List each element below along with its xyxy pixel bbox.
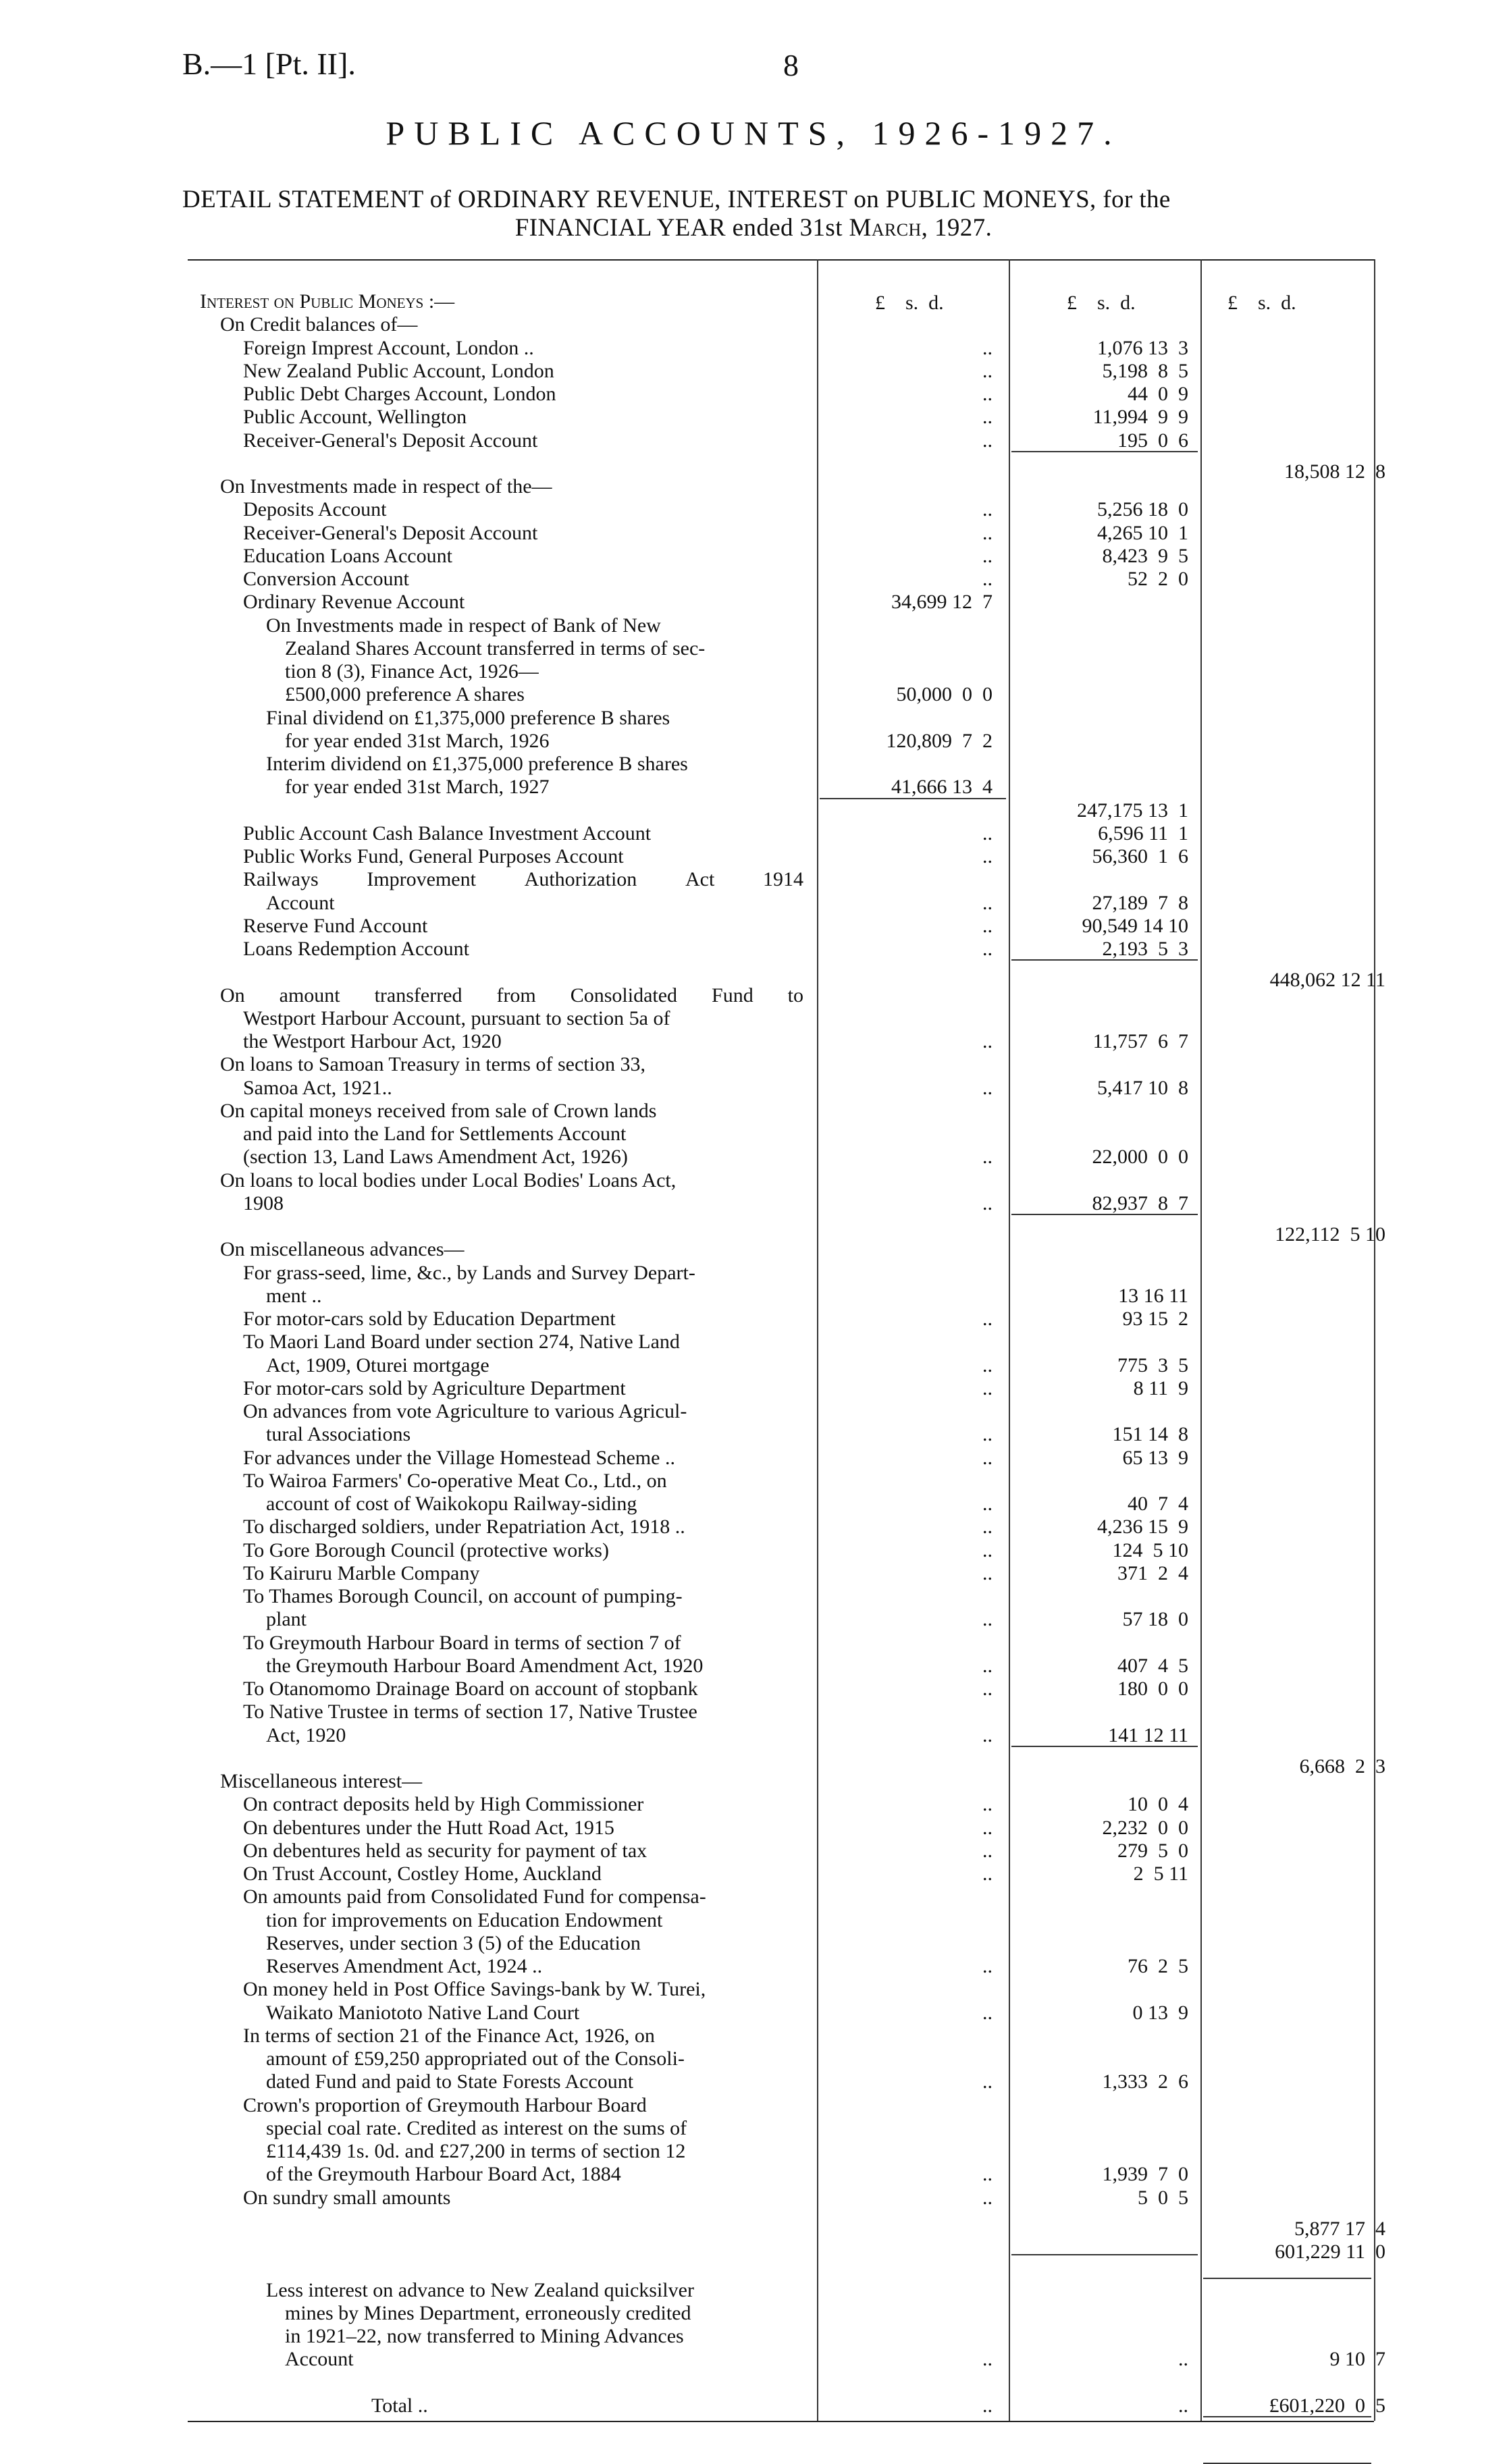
- statement-row: [0, 1817, 1507, 1840]
- amount-c2: 40 7 4: [1128, 1493, 1188, 1515]
- amount-c1: ..: [982, 337, 993, 359]
- amount-c1: ..: [982, 1863, 993, 1885]
- statement-row: [0, 429, 1507, 452]
- amount-c2: 2,232 0 0: [1102, 1817, 1188, 1839]
- statement-row: [0, 2070, 1507, 2093]
- row-label: Loans Redemption Account: [243, 938, 469, 960]
- statement-row: [0, 1262, 1507, 1285]
- row-label: On amount transferred from Consolidated Fund to: [220, 984, 803, 1007]
- row-label: £500,000 preference A shares: [285, 683, 525, 705]
- row-label: Waikato Maniototo Native Land Court: [266, 2002, 580, 2024]
- amount-c1: ..: [982, 1793, 993, 1815]
- statement-row: [0, 938, 1507, 961]
- statement-row: [0, 1863, 1507, 1885]
- row-label: For motor-cars sold by Education Department: [243, 1308, 616, 1330]
- row-label: On Trust Account, Costley Home, Auckland: [243, 1863, 602, 1885]
- statement-row: [0, 568, 1507, 591]
- row-label: mines by Mines Department, erroneously credited: [285, 2302, 691, 2324]
- statement-row: [0, 1955, 1507, 1978]
- amount-c1: 34,699 12 7: [891, 591, 993, 613]
- statement-row: [0, 383, 1507, 406]
- statement-row: [0, 522, 1507, 545]
- total-amount: 9 10 7: [1329, 2348, 1385, 2370]
- row-label: On debentures under the Hutt Road Act, 1915: [243, 1817, 614, 1839]
- row-label: Less interest on advance to New Zealand quicksilver: [266, 2279, 694, 2301]
- row-label: On amounts paid from Consolidated Fund for compensa-: [243, 1885, 706, 1908]
- row-label: On sundry small amounts: [243, 2187, 451, 2209]
- row-label: To Kairuru Marble Company: [243, 1562, 480, 1584]
- statement-row: [0, 2372, 1507, 2394]
- statement-row: [0, 2117, 1507, 2140]
- document-reference: B.—1 [Pt. II].: [182, 47, 356, 81]
- statement-row: [0, 1285, 1507, 1308]
- statement-row: [0, 1608, 1507, 1631]
- amount-c2: 1,939 7 0: [1102, 2163, 1188, 2185]
- statement-row: [0, 406, 1507, 429]
- amount-c2: 1,076 13 3: [1097, 337, 1188, 359]
- statement-row: [0, 313, 1507, 336]
- amount-c2: 4,236 15 9: [1097, 1516, 1188, 1538]
- amount-c1: ..: [982, 1192, 993, 1214]
- subtitle-post: , 1927.: [921, 214, 993, 242]
- amount-c1: ..: [982, 2002, 993, 2024]
- amount-c1: ..: [982, 429, 993, 452]
- statement-row: [0, 1146, 1507, 1169]
- row-label: for year ended 31st March, 1927: [285, 776, 550, 798]
- amount-c1: ..: [982, 822, 993, 845]
- statement-row: [0, 1123, 1507, 1146]
- row-label: To Maori Land Board under section 274, Native Land: [243, 1331, 680, 1353]
- amount-c2: 56,360 1 6: [1092, 845, 1188, 867]
- amount-c1: ..: [982, 2163, 993, 2185]
- amount-c1: ..: [982, 2070, 993, 2093]
- amount-c2: 2 5 11: [1133, 1863, 1188, 1885]
- total-amount: 601,229 11 0: [1275, 2241, 1385, 2263]
- row-label: Act, 1920: [266, 1724, 346, 1746]
- subtotal-rule: [1011, 2254, 1198, 2255]
- col1-heading: £ s. d.: [875, 292, 944, 314]
- statement-row: [0, 2325, 1507, 2348]
- total-amount: 5,877 17 4: [1294, 2218, 1385, 2240]
- row-label: For grass-seed, lime, &c., by Lands and Survey Depart-: [243, 1262, 695, 1284]
- statement-row: [0, 2302, 1507, 2325]
- row-label: In terms of section 21 of the Finance Act, 1926, on: [243, 2025, 655, 2047]
- statement-row: [0, 1030, 1507, 1053]
- statement-row: [0, 799, 1507, 822]
- amount-c1: 120,809 7 2: [886, 730, 993, 752]
- page-number: 8: [783, 48, 799, 82]
- statement-row: [0, 1377, 1507, 1400]
- amount-c1: ..: [982, 1423, 993, 1445]
- statement-row: [0, 1331, 1507, 1354]
- amount-c1: ..: [982, 1447, 993, 1469]
- row-label: Public Works Fund, General Purposes Account: [243, 845, 624, 867]
- amount-c2: ..: [1178, 2348, 1188, 2370]
- statement-row: [0, 545, 1507, 568]
- row-label: Public Account Cash Balance Investment Account: [243, 822, 652, 845]
- page-title: PUBLIC ACCOUNTS, 1926-1927.: [386, 114, 1121, 152]
- row-label: On advances from vote Agriculture to various Agricul-: [243, 1400, 687, 1422]
- statement-row: [0, 498, 1507, 521]
- statement-row: [0, 1053, 1507, 1076]
- statement-row: [0, 360, 1507, 383]
- statement-row: [0, 730, 1507, 753]
- amount-c2: 5,417 10 8: [1097, 1077, 1188, 1099]
- statement-row: [0, 290, 1507, 313]
- statement-row: [0, 1192, 1507, 1215]
- amount-c1: ..: [982, 1030, 993, 1052]
- amount-c1: ..: [982, 1516, 993, 1538]
- amount-c1: ..: [982, 938, 993, 960]
- statement-row: [0, 1655, 1507, 1678]
- statement-row: [0, 2002, 1507, 2025]
- amount-c1: ..: [982, 1562, 993, 1584]
- row-label: To Wairoa Farmers' Co-operative Meat Co., Ltd., on: [243, 1470, 667, 1492]
- statement-row: [0, 614, 1507, 637]
- statement-row: [0, 1215, 1507, 1246]
- statement-row: [0, 984, 1507, 1007]
- amount-c2: 775 3 5: [1117, 1354, 1188, 1376]
- row-label: (section 13, Land Laws Amendment Act, 1926): [243, 1146, 628, 1168]
- row-label: of the Greymouth Harbour Board Act, 1884: [266, 2163, 621, 2185]
- subtotal-rule: [1011, 451, 1198, 452]
- amount-c2: 27,189 7 8: [1092, 892, 1188, 914]
- statement-row: [0, 1585, 1507, 1608]
- statement-row: [0, 1470, 1507, 1493]
- statement-row: [0, 2094, 1507, 2117]
- statement-row: [0, 637, 1507, 660]
- amount-c2: 0 13 9: [1132, 2002, 1188, 2024]
- amount-c1: ..: [982, 383, 993, 405]
- row-label: Deposits Account: [243, 498, 387, 520]
- amount-c1: ..: [982, 1678, 993, 1700]
- statement-row: [0, 1909, 1507, 1932]
- statement-row: [0, 1354, 1507, 1377]
- amount-c1: ..: [982, 1146, 993, 1168]
- row-label: tion for improvements on Education Endowment: [266, 1909, 663, 1931]
- amount-c1: ..: [982, 1840, 993, 1862]
- row-label: On capital moneys received from sale of Crown lands: [220, 1100, 657, 1122]
- row-label: and paid into the Land for Settlements Account: [243, 1123, 627, 1145]
- subtitle-month: March: [849, 214, 922, 242]
- amount-c1: ..: [982, 1308, 993, 1330]
- row-label: Crown's proportion of Greymouth Harbour Board: [243, 2094, 647, 2116]
- row-label: Ordinary Revenue Account: [243, 591, 465, 613]
- amount-c2: 76 2 5: [1128, 1955, 1188, 1977]
- row-label: £114,439 1s. 0d. and £27,200 in terms of section 12: [266, 2140, 686, 2162]
- statement-row: [0, 753, 1507, 776]
- amount-c2: 52 2 0: [1128, 568, 1188, 590]
- amount-c2: 93 15 2: [1122, 1308, 1188, 1330]
- row-label: Public Account, Wellington: [243, 406, 467, 428]
- row-label: Interest on Public Moneys :—: [200, 290, 455, 313]
- statement-row: [0, 1724, 1507, 1747]
- amount-c2: 5,256 18 0: [1097, 498, 1188, 520]
- row-label: account of cost of Waikokopu Railway-siding: [266, 1493, 637, 1515]
- amount-c2: 5,198 8 5: [1102, 360, 1188, 382]
- amount-c2: 1,333 2 6: [1102, 2070, 1188, 2093]
- statement-row: [0, 2255, 1507, 2278]
- amount-c2: 22,000 0 0: [1092, 1146, 1188, 1168]
- row-label: Railways Improvement Authorization Act 1914: [243, 868, 803, 890]
- amount-c2: 8 11 9: [1133, 1377, 1188, 1399]
- statement-row: [0, 1632, 1507, 1655]
- statement-row: [0, 2047, 1507, 2070]
- amount-c1: ..: [982, 406, 993, 428]
- row-label: for year ended 31st March, 1926: [285, 730, 550, 752]
- amount-c1: ..: [982, 1493, 993, 1515]
- statement-row: [0, 452, 1507, 483]
- statement-row: [0, 1447, 1507, 1470]
- statement-row: [0, 1932, 1507, 1955]
- row-label: On Investments made in respect of Bank of New: [266, 614, 661, 637]
- amount-c2: 11,757 6 7: [1092, 1030, 1188, 1052]
- row-label: Zealand Shares Account transferred in terms of sec-: [285, 637, 706, 660]
- subtotal-rule: [1011, 1214, 1198, 1215]
- subtotal-rule: [1011, 959, 1198, 961]
- row-label: To Gore Borough Council (protective works): [243, 1539, 609, 1561]
- row-label: Samoa Act, 1921..: [243, 1077, 392, 1099]
- row-label: Reserves Amendment Act, 1924 ..: [266, 1955, 543, 1977]
- row-label: To Thames Borough Council, on account of pumping-: [243, 1585, 683, 1607]
- statement-row: [0, 683, 1507, 706]
- row-label: For motor-cars sold by Agriculture Department: [243, 1377, 626, 1399]
- row-label: ment ..: [266, 1285, 322, 1307]
- amount-c1: 41,666 13 4: [891, 776, 993, 798]
- statement-row: [0, 1793, 1507, 1816]
- statement-row: [0, 2279, 1507, 2302]
- row-label: the Greymouth Harbour Board Amendment Act, 1920: [266, 1655, 704, 1677]
- row-label: amount of £59,250 appropriated out of the Consoli-: [266, 2047, 685, 2070]
- amount-c1: ..: [982, 1354, 993, 1376]
- statement-subtitle-line1: DETAIL STATEMENT of ORDINARY REVENUE, INTEREST on PUBLIC MONEYS, for the: [182, 186, 1171, 213]
- amount-c1: ..: [982, 1724, 993, 1746]
- subtotal-rule: [820, 798, 1006, 799]
- row-label: On loans to local bodies under Local Bodies' Loans Act,: [220, 1169, 677, 1191]
- col3-heading: £ s. d.: [1227, 292, 1296, 314]
- statement-row: [0, 2232, 1507, 2263]
- subtotal-rule: [1203, 2278, 1371, 2279]
- row-label: On contract deposits held by High Commissioner: [243, 1793, 644, 1815]
- amount-c2: 8,423 9 5: [1102, 545, 1188, 567]
- row-label: Final dividend on £1,375,000 preference B shares: [266, 707, 670, 729]
- statement-row: [0, 1077, 1507, 1100]
- amount-c1: ..: [982, 1608, 993, 1630]
- statement-row: [0, 776, 1507, 799]
- row-label: New Zealand Public Account, London: [243, 360, 554, 382]
- row-label: For advances under the Village Homestead Scheme ..: [243, 1447, 675, 1469]
- subtitle-pre: FINANCIAL YEAR ended 31st: [514, 214, 849, 242]
- subtotal-rule: [1011, 1746, 1198, 1747]
- statement-row: [0, 868, 1507, 891]
- amount-c1: ..: [982, 545, 993, 567]
- statement-row: [0, 961, 1507, 991]
- row-label: Total ..: [371, 2394, 428, 2417]
- amount-c2: 371 2 4: [1117, 1562, 1188, 1584]
- row-label: Reserve Fund Account: [243, 915, 428, 937]
- amount-c2: 6,596 11 1: [1098, 822, 1188, 845]
- row-label: Act, 1909, Oturei mortgage: [266, 1354, 490, 1376]
- amount-c2: 407 4 5: [1117, 1655, 1188, 1677]
- row-label: Account: [285, 2348, 354, 2370]
- amount-c1: ..: [982, 568, 993, 590]
- amount-c2: 44 0 9: [1128, 383, 1188, 405]
- statement-row: [0, 1978, 1507, 2001]
- row-label: On Credit balances of—: [220, 313, 418, 336]
- row-label: dated Fund and paid to State Forests Account: [266, 2070, 634, 2093]
- statement-row: [0, 1169, 1507, 1192]
- row-label: Foreign Imprest Account, London ..: [243, 337, 534, 359]
- amount-c2: 57 18 0: [1122, 1608, 1188, 1630]
- amount-c1: ..: [982, 1077, 993, 1099]
- statement-row: [0, 707, 1507, 730]
- statement-row: [0, 822, 1507, 845]
- row-label: Conversion Account: [243, 568, 409, 590]
- row-label: On debentures held as security for payment of tax: [243, 1840, 647, 1862]
- statement-row: [0, 2025, 1507, 2047]
- amount-c1: ..: [982, 2394, 993, 2417]
- row-label: On miscellaneous advances—: [220, 1238, 465, 1260]
- amount-c2: 82,937 8 7: [1092, 1192, 1188, 1214]
- row-label: Account: [266, 892, 335, 914]
- row-label: To Native Trustee in terms of section 17, Native Trustee: [243, 1700, 697, 1723]
- row-label: tural Associations: [266, 1423, 411, 1445]
- total-amount: 18,508 12 8: [1284, 460, 1385, 483]
- statement-row: [0, 1516, 1507, 1538]
- amount-c1: ..: [982, 915, 993, 937]
- row-label: in 1921–22, now transferred to Mining Advances: [285, 2325, 684, 2347]
- statement-row: [0, 475, 1507, 498]
- row-label: Public Debt Charges Account, London: [243, 383, 556, 405]
- row-label: To discharged soldiers, under Repatriation Act, 1918 ..: [243, 1516, 685, 1538]
- row-label: tion 8 (3), Finance Act, 1926—: [285, 660, 539, 682]
- statement-row: [0, 1840, 1507, 1863]
- row-label: Interim dividend on £1,375,000 preference B shares: [266, 753, 688, 775]
- subtotal-rule: [1203, 2416, 1371, 2417]
- amount-c2: 5 0 5: [1138, 2187, 1188, 2209]
- statement-row: [0, 892, 1507, 915]
- amount-c2: 11,994 9 9: [1092, 406, 1188, 428]
- amount-c1: 50,000 0 0: [896, 683, 993, 705]
- row-label: Westport Harbour Account, pursuant to section 5a of: [243, 1007, 670, 1029]
- statement-row: [0, 1493, 1507, 1516]
- row-label: On loans to Samoan Treasury in terms of section 33,: [220, 1053, 645, 1075]
- statement-row: [0, 845, 1507, 868]
- statement-row: [0, 1308, 1507, 1331]
- amount-c2: 13 16 11: [1118, 1285, 1188, 1307]
- amount-c1: ..: [982, 1655, 993, 1677]
- amount-c2: 124 5 10: [1112, 1539, 1188, 1561]
- statement-row: [0, 591, 1507, 614]
- statement-row: [0, 1678, 1507, 1700]
- amount-c2: ..: [1178, 2394, 1188, 2417]
- amount-c2: 10 0 4: [1128, 1793, 1188, 1815]
- row-label: plant: [266, 1608, 307, 1630]
- statement-row: [0, 2187, 1507, 2209]
- statement-row: [0, 1562, 1507, 1585]
- statement-row: [0, 2163, 1507, 2186]
- row-label: To Greymouth Harbour Board in terms of section 7 of: [243, 1632, 681, 1654]
- row-label: Miscellaneous interest—: [220, 1770, 423, 1792]
- statement-row: [0, 1539, 1507, 1562]
- statement-row: [0, 2394, 1507, 2417]
- row-label: Receiver-General's Deposit Account: [243, 522, 538, 544]
- amount-c2: 279 5 0: [1117, 1840, 1188, 1862]
- amount-c2: 195 0 6: [1117, 429, 1188, 452]
- statement-row: [0, 660, 1507, 683]
- statement-row: [0, 915, 1507, 938]
- statement-row: [0, 1747, 1507, 1777]
- row-label: On money held in Post Office Savings-bank by W. Turei,: [243, 1978, 706, 2000]
- amount-c1: ..: [982, 845, 993, 867]
- statement-row: [0, 1238, 1507, 1261]
- row-label: To Otanomomo Drainage Board on account of stopbank: [243, 1678, 698, 1700]
- statement-row: [0, 1100, 1507, 1123]
- amount-c1: ..: [982, 1377, 993, 1399]
- amount-c2: 4,265 10 1: [1097, 522, 1188, 544]
- amount-c1: ..: [982, 892, 993, 914]
- total-amount: 122,112 5 10: [1275, 1223, 1385, 1246]
- amount-c2: 2,193 5 3: [1102, 938, 1188, 960]
- col2-heading: £ s. d.: [1067, 292, 1136, 314]
- amount-c1: ..: [982, 360, 993, 382]
- statement-row: [0, 1007, 1507, 1030]
- amount-c2: 141 12 11: [1108, 1724, 1188, 1746]
- statement-row: [0, 1423, 1507, 1446]
- statement-row: [0, 2209, 1507, 2240]
- amount-c1: ..: [982, 2187, 993, 2209]
- table-bottom-rule: [188, 2421, 1374, 2422]
- statement-row: [0, 2140, 1507, 2163]
- amount-c1: ..: [982, 1539, 993, 1561]
- statement-row: [0, 2348, 1507, 2371]
- amount-c1: ..: [982, 1955, 993, 1977]
- statement-row: [0, 1885, 1507, 1908]
- row-label: special coal rate. Credited as interest on the sums of: [266, 2117, 687, 2139]
- statement-row: [0, 337, 1507, 360]
- amount-c2: 65 13 9: [1122, 1447, 1188, 1469]
- amount-c1: ..: [982, 498, 993, 520]
- amount-c2: 247,175 13 1: [1077, 799, 1188, 822]
- amount-c2: 151 14 8: [1112, 1423, 1188, 1445]
- amount-c2: 90,549 14 10: [1082, 915, 1188, 937]
- total-amount: £601,220 0 5: [1269, 2394, 1385, 2417]
- row-label: On Investments made in respect of the—: [220, 475, 552, 498]
- row-label: the Westport Harbour Act, 1920: [243, 1030, 502, 1052]
- row-label: Receiver-General's Deposit Account: [243, 429, 538, 452]
- statement-row: [0, 1400, 1507, 1423]
- amount-c1: ..: [982, 2348, 993, 2370]
- row-label: Reserves, under section 3 (5) of the Education: [266, 1932, 641, 1954]
- total-amount: 6,668 2 3: [1299, 1755, 1385, 1777]
- amount-c1: ..: [982, 1817, 993, 1839]
- statement-row: [0, 1770, 1507, 1793]
- statement-subtitle-line2: [0, 213, 1507, 242]
- amount-c1: ..: [982, 522, 993, 544]
- row-label: 1908: [243, 1192, 284, 1214]
- row-label: Education Loans Account: [243, 545, 452, 567]
- amount-c2: 180 0 0: [1117, 1678, 1188, 1700]
- statement-row: [0, 1700, 1507, 1723]
- total-amount: 448,062 12 11: [1269, 969, 1385, 991]
